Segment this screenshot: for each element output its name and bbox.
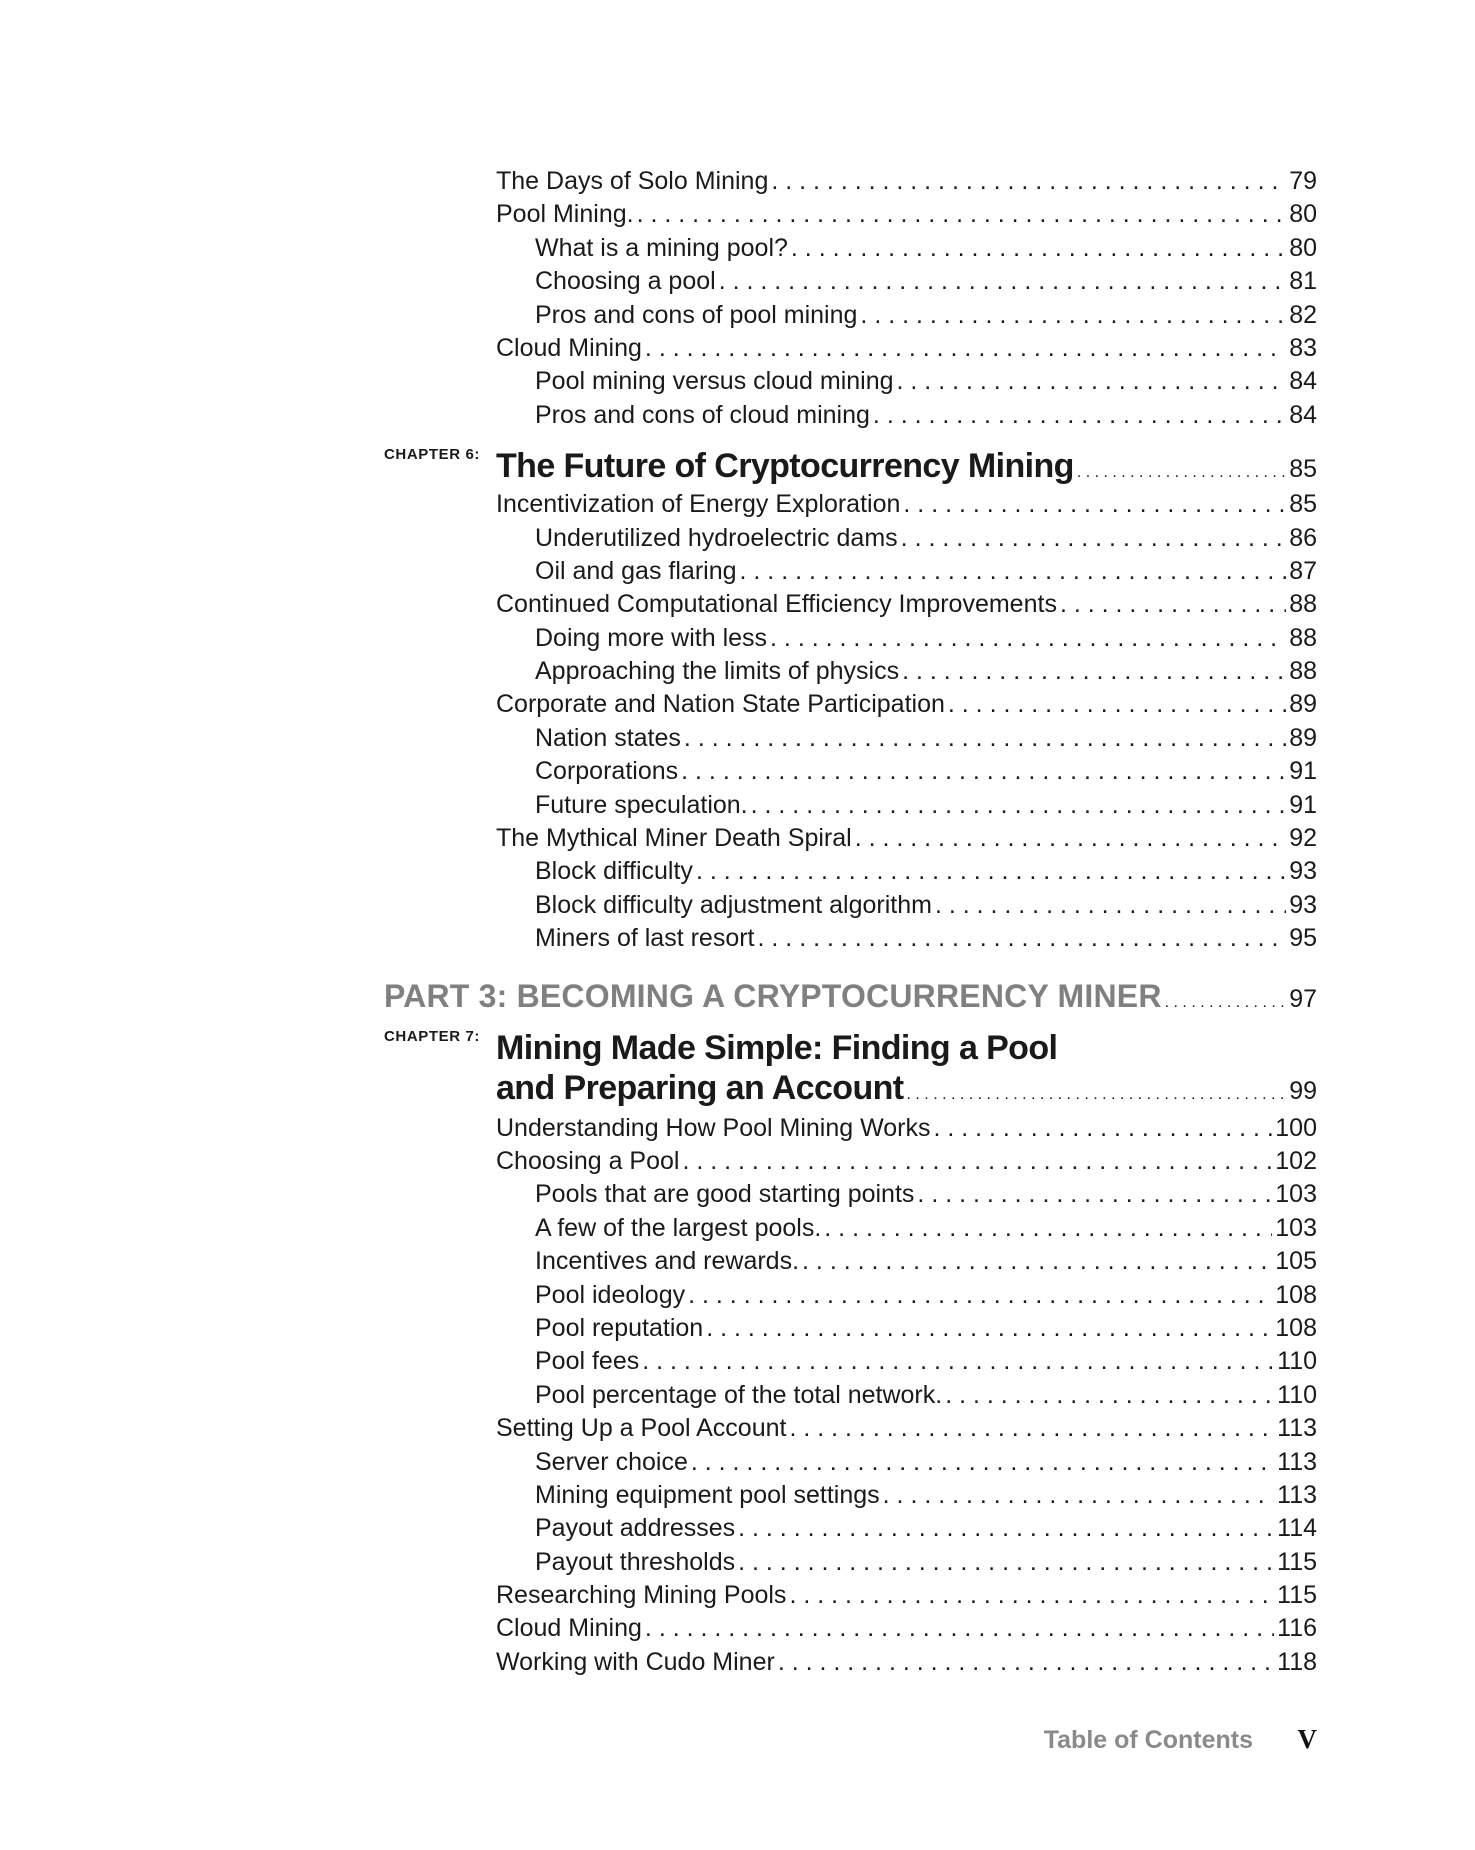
dot-leader <box>948 688 1286 721</box>
dot-leader <box>751 789 1287 822</box>
footer-running-title: Table of Contents <box>1043 1726 1253 1754</box>
toc-subsection-entry[interactable] <box>0 1446 1317 1479</box>
part-title: PART 3: BECOMING A CRYPTOCURRENCY MINER <box>384 977 1162 1014</box>
dot-leader <box>1060 588 1286 621</box>
entry-title: Pool mining versus cloud mining <box>535 367 894 396</box>
toc-subsection-entry[interactable] <box>0 622 1317 655</box>
entry-page-number: 102 <box>1275 1146 1317 1175</box>
entry-title: Incentives and rewards. <box>535 1247 800 1276</box>
chapter-title-continued: and Preparing an Account <box>496 1068 904 1107</box>
dot-leader <box>637 198 1287 231</box>
entry-page-number: 85 <box>1289 490 1317 519</box>
entry-title: Pool fees <box>535 1347 640 1376</box>
entry-page-number: 110 <box>1277 1347 1317 1376</box>
chapter-page-number: 85 <box>1289 455 1317 484</box>
entry-page-number: 95 <box>1289 924 1317 953</box>
entry-page-number: 114 <box>1277 1514 1317 1543</box>
toc-subsection-entry[interactable] <box>0 1512 1317 1545</box>
chapter-title-line-1 <box>0 1028 1317 1068</box>
entry-page-number: 80 <box>1289 200 1317 229</box>
toc-subsection-entry[interactable] <box>0 1178 1317 1211</box>
chapter-page-number: 99 <box>1289 1076 1317 1105</box>
toc-subsection-entry[interactable] <box>0 265 1317 298</box>
entry-title: Choosing a pool <box>535 267 716 296</box>
toc-section-entry[interactable] <box>0 1646 1317 1679</box>
entry-page-number: 84 <box>1289 367 1317 396</box>
dot-leader <box>642 1345 1274 1378</box>
entry-page-number: 80 <box>1289 233 1317 262</box>
dot-leader <box>901 522 1287 555</box>
entry-page-number: 105 <box>1275 1247 1317 1276</box>
toc-chapter-entry[interactable] <box>0 446 1317 486</box>
page-footer <box>0 1724 1475 1764</box>
dot-leader <box>824 1212 1272 1245</box>
entry-title: Doing more with less <box>535 623 768 652</box>
entry-title: Miners of last resort <box>535 924 755 953</box>
toc-section-entry[interactable] <box>0 198 1317 231</box>
toc-subsection-entry[interactable] <box>0 365 1317 398</box>
entry-title: Payout addresses <box>535 1514 736 1543</box>
entry-title: Block difficulty <box>535 857 693 886</box>
toc-subsection-entry[interactable] <box>0 855 1317 888</box>
entry-page-number: 81 <box>1289 267 1317 296</box>
toc-chapter-entry[interactable] <box>0 1028 1475 1108</box>
dot-leader <box>645 1612 1274 1645</box>
toc-section-entry[interactable] <box>0 1579 1317 1612</box>
entry-title: Future speculation. <box>535 790 748 819</box>
dot-leader <box>645 332 1286 365</box>
toc-section-entry[interactable] <box>0 822 1317 855</box>
toc-subsection-entry[interactable] <box>0 1379 1317 1412</box>
toc-subsection-entry[interactable] <box>0 1279 1317 1312</box>
entry-title: The Days of Solo Mining <box>496 167 769 195</box>
chapter-label: CHAPTER 7: <box>384 1027 481 1045</box>
entry-page-number: 86 <box>1289 523 1317 552</box>
dot-leader <box>691 1446 1274 1479</box>
dot-leader <box>802 1245 1272 1278</box>
entry-title: Nation states <box>535 723 681 752</box>
dot-leader <box>740 555 1287 588</box>
entry-page-number: 113 <box>1277 1447 1317 1476</box>
dot-leader <box>860 299 1286 332</box>
entry-title: The Mythical Miner Death Spiral <box>496 824 852 853</box>
entry-page-number: 103 <box>1275 1213 1317 1242</box>
entry-page-number: 103 <box>1275 1180 1317 1209</box>
entry-page-number: 88 <box>1289 590 1317 619</box>
chapter-title: The Future of Cryptocurrency Mining <box>496 447 1074 486</box>
dot-leader <box>681 755 1286 788</box>
entry-page-number: 92 <box>1289 824 1317 853</box>
entry-page-number: 116 <box>1277 1614 1317 1643</box>
entry-title: Incentivization of Energy Exploration <box>496 490 901 519</box>
dot-leader <box>902 655 1286 688</box>
dot-leader <box>770 622 1286 655</box>
entry-title: Working with Cudo Miner <box>496 1647 775 1676</box>
entry-page-number: 100 <box>1275 1113 1317 1142</box>
entry-title: Mining equipment pool settings <box>535 1480 880 1509</box>
entry-page-number: 108 <box>1275 1313 1317 1342</box>
toc-subsection-entry[interactable] <box>0 655 1317 688</box>
entry-title: Corporations <box>535 757 679 786</box>
toc-part-heading[interactable] <box>0 978 1317 1022</box>
entry-title: A few of the largest pools. <box>535 1213 822 1242</box>
toc-subsection-entry[interactable] <box>0 1546 1317 1579</box>
entry-page-number: 89 <box>1289 690 1317 719</box>
entry-page-number: 91 <box>1289 790 1317 819</box>
toc-subsection-entry[interactable] <box>0 1312 1317 1345</box>
entry-page-number: 113 <box>1277 1480 1317 1509</box>
entry-title: Oil and gas flaring <box>535 556 737 585</box>
dot-leader <box>706 1312 1272 1345</box>
dot-leader <box>682 1145 1272 1178</box>
toc-subsection-entry[interactable] <box>0 399 1317 432</box>
dot-leader <box>738 1546 1274 1579</box>
entry-title: Pool ideology <box>535 1280 686 1309</box>
entry-title: Server choice <box>535 1447 688 1476</box>
dot-leader <box>789 1412 1274 1445</box>
toc-subsection-entry[interactable] <box>0 232 1317 265</box>
entry-page-number: 88 <box>1289 657 1317 686</box>
entry-title: Pros and cons of pool mining <box>535 300 858 329</box>
dot-leader <box>873 399 1286 432</box>
toc-section-entry[interactable] <box>0 488 1317 521</box>
dot-leader <box>738 1512 1274 1545</box>
entry-page-number: 115 <box>1277 1581 1317 1610</box>
entry-page-number: 82 <box>1289 300 1317 329</box>
toc-subsection-entry[interactable] <box>0 722 1317 755</box>
entry-page-number: 84 <box>1289 400 1317 429</box>
toc-section-entry[interactable] <box>0 1145 1317 1178</box>
toc-subsection-entry[interactable] <box>0 1212 1317 1245</box>
dot-leader <box>883 1479 1274 1512</box>
entry-page-number: 83 <box>1289 333 1317 362</box>
entry-page-number: 88 <box>1289 623 1317 652</box>
dot-leader <box>1165 994 1287 1012</box>
entry-page-number: 113 <box>1277 1414 1317 1443</box>
dot-leader <box>907 1086 1287 1104</box>
entry-title: Pool reputation <box>535 1313 704 1342</box>
entry-title: Pools that are good starting points <box>535 1180 915 1209</box>
entry-page-number: 91 <box>1289 757 1317 786</box>
entry-title: Cloud Mining <box>496 333 642 362</box>
toc-subsection-entry[interactable] <box>0 755 1317 788</box>
dot-leader <box>789 1579 1274 1612</box>
entry-page-number: 93 <box>1289 890 1317 919</box>
toc-subsection-entry[interactable] <box>0 1245 1317 1278</box>
chapter-title: Mining Made Simple: Finding a Pool <box>496 1028 1058 1067</box>
dot-leader <box>791 232 1286 265</box>
entry-title: Corporate and Nation State Participation <box>496 690 945 719</box>
entry-title: What is a mining pool? <box>535 233 788 262</box>
entry-page-number: 79 <box>1289 167 1317 195</box>
part-page-number: 97 <box>1289 984 1317 1013</box>
entry-page-number: 118 <box>1277 1647 1317 1676</box>
entry-title: Understanding How Pool Mining Works <box>496 1113 931 1142</box>
entry-title: Pros and cons of cloud mining <box>535 400 870 429</box>
toc-section-entry[interactable] <box>0 588 1317 621</box>
entry-title: Block difficulty adjustment algorithm <box>535 890 932 919</box>
entry-page-number: 110 <box>1277 1380 1317 1409</box>
entry-page-number: 87 <box>1289 556 1317 585</box>
toc-section-entry[interactable] <box>0 1112 1317 1145</box>
toc-section-entry[interactable] <box>0 332 1317 365</box>
dot-leader <box>945 1379 1274 1412</box>
dot-leader <box>696 855 1286 888</box>
dot-leader <box>903 488 1286 521</box>
toc-section-entry[interactable] <box>0 1612 1317 1645</box>
table-of-contents <box>0 165 1475 1679</box>
dot-leader <box>933 1112 1272 1145</box>
dot-leader <box>855 822 1286 855</box>
chapter-title-line-2 <box>0 1068 1317 1108</box>
dot-leader <box>688 1279 1272 1312</box>
entry-title: Continued Computational Efficiency Improvements <box>496 590 1057 619</box>
dot-leader <box>935 889 1286 922</box>
toc-subsection-entry[interactable] <box>0 889 1317 922</box>
entry-page-number: 115 <box>1277 1547 1317 1576</box>
entry-page-number: 93 <box>1289 857 1317 886</box>
toc-section-entry[interactable] <box>0 165 1317 198</box>
toc-subsection-entry[interactable] <box>0 789 1317 822</box>
dot-leader <box>897 365 1287 398</box>
dot-leader <box>684 722 1286 755</box>
dot-leader <box>771 165 1286 198</box>
chapter-label: CHAPTER 6: <box>384 446 481 464</box>
toc-section-entry[interactable] <box>0 1412 1317 1445</box>
entry-title: Choosing a Pool <box>496 1146 680 1175</box>
dot-leader <box>917 1178 1272 1211</box>
toc-subsection-entry[interactable] <box>0 922 1317 955</box>
entry-title: Approaching the limits of physics <box>535 657 900 686</box>
toc-section-entry[interactable] <box>0 688 1317 721</box>
toc-subsection-entry[interactable] <box>0 299 1317 332</box>
toc-subsection-entry[interactable] <box>0 1479 1317 1512</box>
dot-leader <box>719 265 1286 298</box>
entry-title: Pool percentage of the total network. <box>535 1380 943 1409</box>
dot-leader <box>778 1646 1274 1679</box>
entry-title: Payout thresholds <box>535 1547 736 1576</box>
entry-page-number: 89 <box>1289 723 1317 752</box>
entry-title: Pool Mining. <box>496 200 634 229</box>
footer-page-number: V <box>1297 1724 1317 1754</box>
toc-subsection-entry[interactable] <box>0 1345 1317 1378</box>
toc-subsection-entry[interactable] <box>0 522 1317 555</box>
dot-leader <box>1077 464 1286 482</box>
dot-leader <box>758 922 1287 955</box>
entry-title: Cloud Mining <box>496 1614 642 1643</box>
entry-page-number: 108 <box>1275 1280 1317 1309</box>
entry-title: Underutilized hydroelectric dams <box>535 523 898 552</box>
toc-subsection-entry[interactable] <box>0 555 1317 588</box>
entry-title: Researching Mining Pools <box>496 1581 787 1610</box>
entry-title: Setting Up a Pool Account <box>496 1414 787 1443</box>
